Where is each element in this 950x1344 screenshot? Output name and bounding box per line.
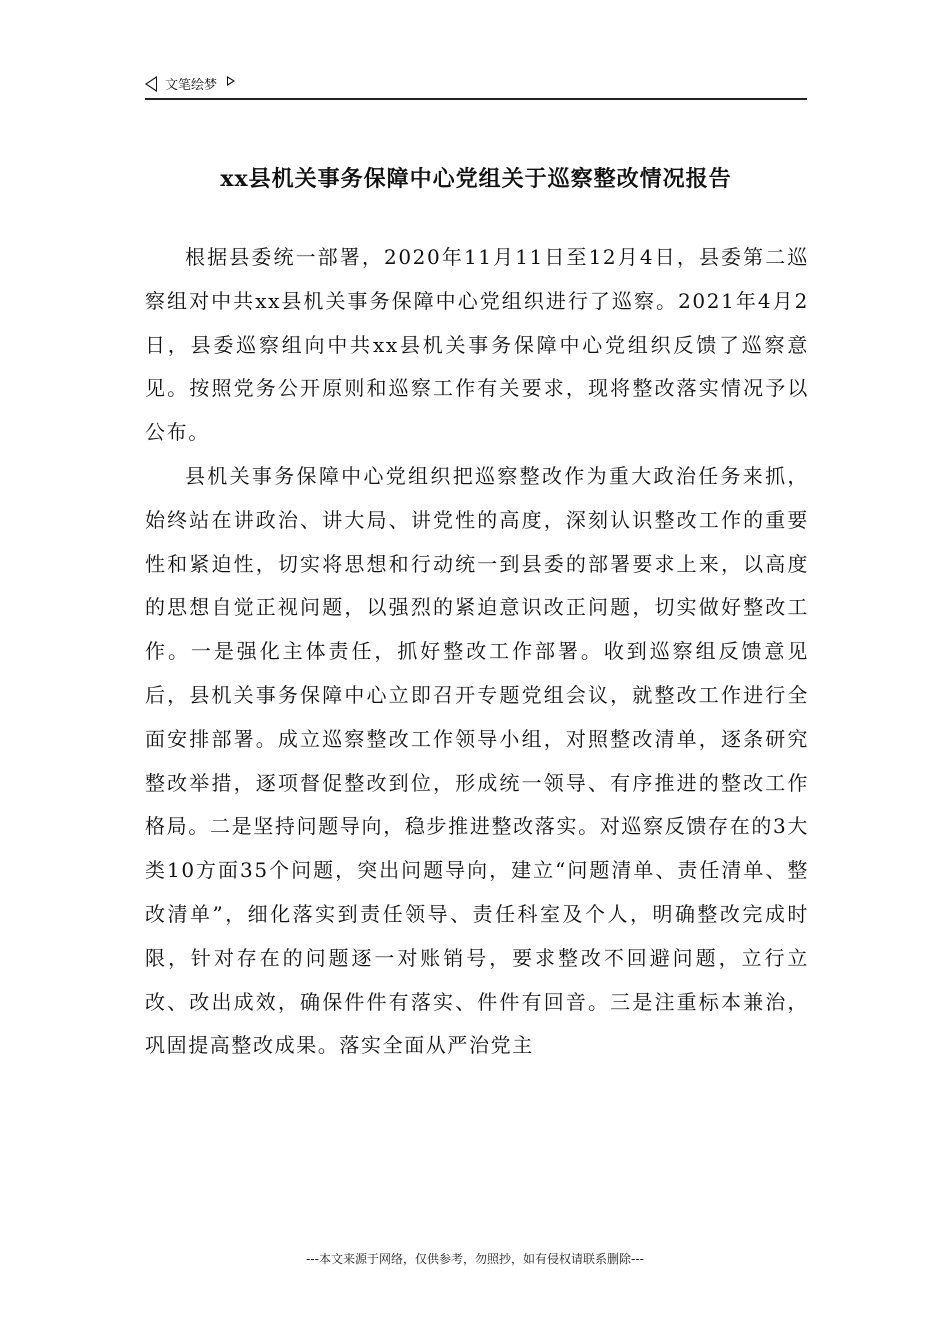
paragraph-2: 县机关事务保障中心党组织把巡察整改作为重大政治任务来抓，始终站在讲政治、讲大局、讲党性的高度，深刻认识整改工作的重要性和紧迫性，切实将思想和行动统一到县委的部署要求上来，以高度的思想自觉正视问题，以强烈的紧迫意识改正问题，切实做好整改工作。一是强化主体责任，抓好整改工作部署。收到巡察组反馈意见后，县机关事务保障中心立即召开专题党组会议，就整改工作进行全面安排部署。成立巡察整改工作领导小组，对照整改清单，逐条研究整改举措，逐项督促整改到位，形成统一领导、有序推进的整改工作格局。二是坚持问题导向，稳步推进整改落实。对巡察反馈存在的3大类10方面35个问题，突出问题导向，建立“问题清单、责任清单、整改清单”，细化落实到责任领导、责任科室及个人，明确整改完成时限，针对存在的问题逐一对账销号，要求整改不回避问题，立行立改、改出成效，确保件件有落实、件件有回音。三是注重标本兼治，巩固提高整改成果。落实全面从严治党主 — [145, 463, 809, 1058]
brand-name: 文笔绘梦 — [165, 78, 218, 93]
document-title: xx县机关事务保障中心党组关于巡察整改情况报告 — [220, 166, 732, 192]
document-body — [145, 236, 809, 1068]
paragraph-1: 根据县委统一部署，2020年11月11日至12月4日，县委第二巡察组对中共xx县机关事务保障中心党组织进行了巡察。2021年4月2日，县委巡察组向中共xx县机关事务保障中心党组织反馈了巡察意见。按照党务公开原则和巡察工作有关要求，现将整改落实情况予以公布。 — [145, 245, 809, 445]
triangle-left-icon — [145, 76, 157, 92]
footer-notice: ---本文来源于网络，仅供参考，勿照抄，如有侵权请联系删除--- — [306, 1252, 644, 1266]
page-header — [145, 72, 807, 100]
triangle-right-icon — [227, 76, 235, 86]
header-brand — [145, 74, 235, 93]
